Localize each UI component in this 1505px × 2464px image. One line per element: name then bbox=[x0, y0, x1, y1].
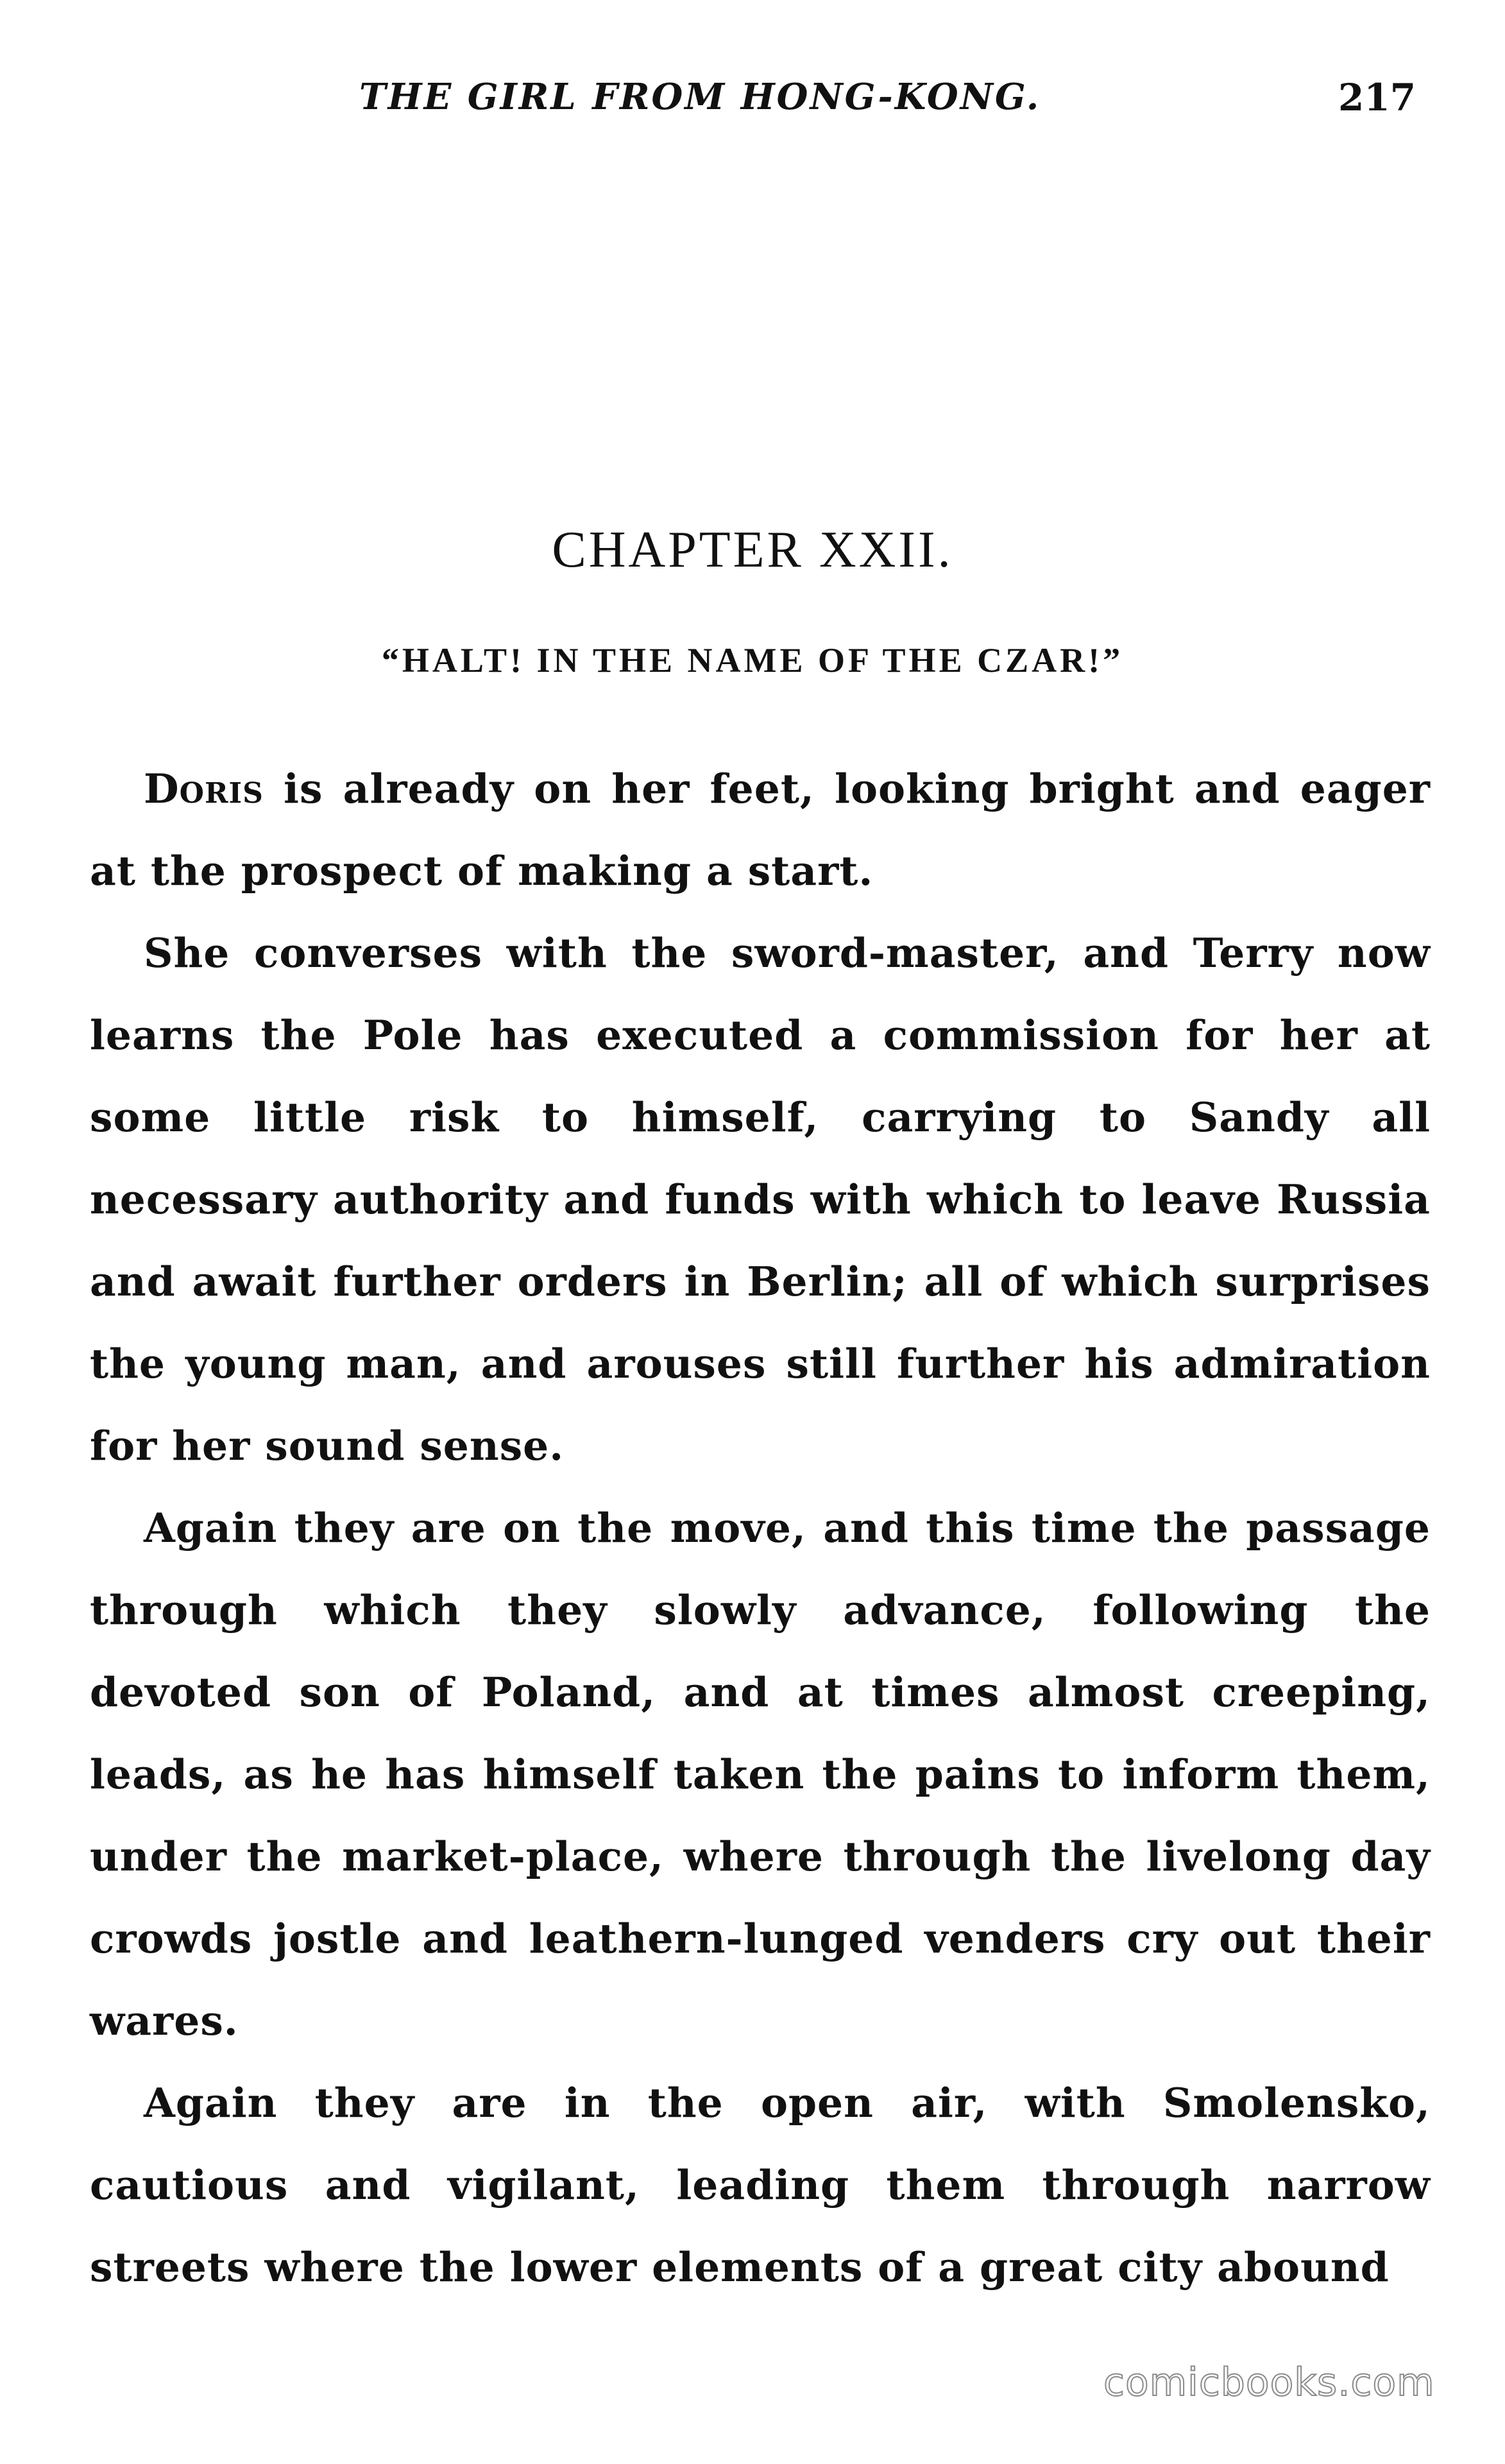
paragraph-4 bbox=[90, 2062, 1431, 2308]
page-number: 217 bbox=[1338, 76, 1416, 119]
paragraph-1 bbox=[90, 748, 1431, 912]
paragraph-text: She converses with the sword-master, and Terry now learns the Pole has executed a commission for her at some little risk to himself, carrying to Sandy all necessary authority and funds with which to leave Russia and await further orders in Berlin; all of which surprises the young man, and arouses still further his admiration for her sound sense. bbox=[90, 929, 1431, 1469]
watermark: comicbooks.com bbox=[1103, 2360, 1435, 2405]
paragraph-text: Again they are in the open air, with Smolensko, cautious and vigilant, leading them through narrow streets where the lower elements of a great city abound bbox=[90, 2079, 1431, 2291]
running-head bbox=[0, 76, 1505, 133]
running-title: THE GIRL FROM HONG-KONG. bbox=[359, 76, 1041, 118]
paragraph-3 bbox=[90, 1487, 1431, 2062]
paragraph-text: Again they are on the move, and this time the passage through which they slowly advance, following the devoted son of Poland, and at times almost creeping, leads, as he has himself taken the pains to inform them, under the market-place, where through the livelong day crowds jostle and leathern-lunged venders cry out their wares. bbox=[90, 1504, 1431, 2044]
chapter-title: CHAPTER XXII. bbox=[552, 522, 953, 578]
chapter-subtitle: “HALT! IN THE NAME OF THE CZAR!” bbox=[381, 641, 1124, 680]
paragraph-text: is already on her feet, looking bright and eager at the prospect of making a start. bbox=[90, 765, 1431, 894]
lead-word: Doris bbox=[144, 765, 264, 812]
paragraph-2 bbox=[90, 912, 1431, 1487]
chapter-body bbox=[90, 748, 1431, 2308]
